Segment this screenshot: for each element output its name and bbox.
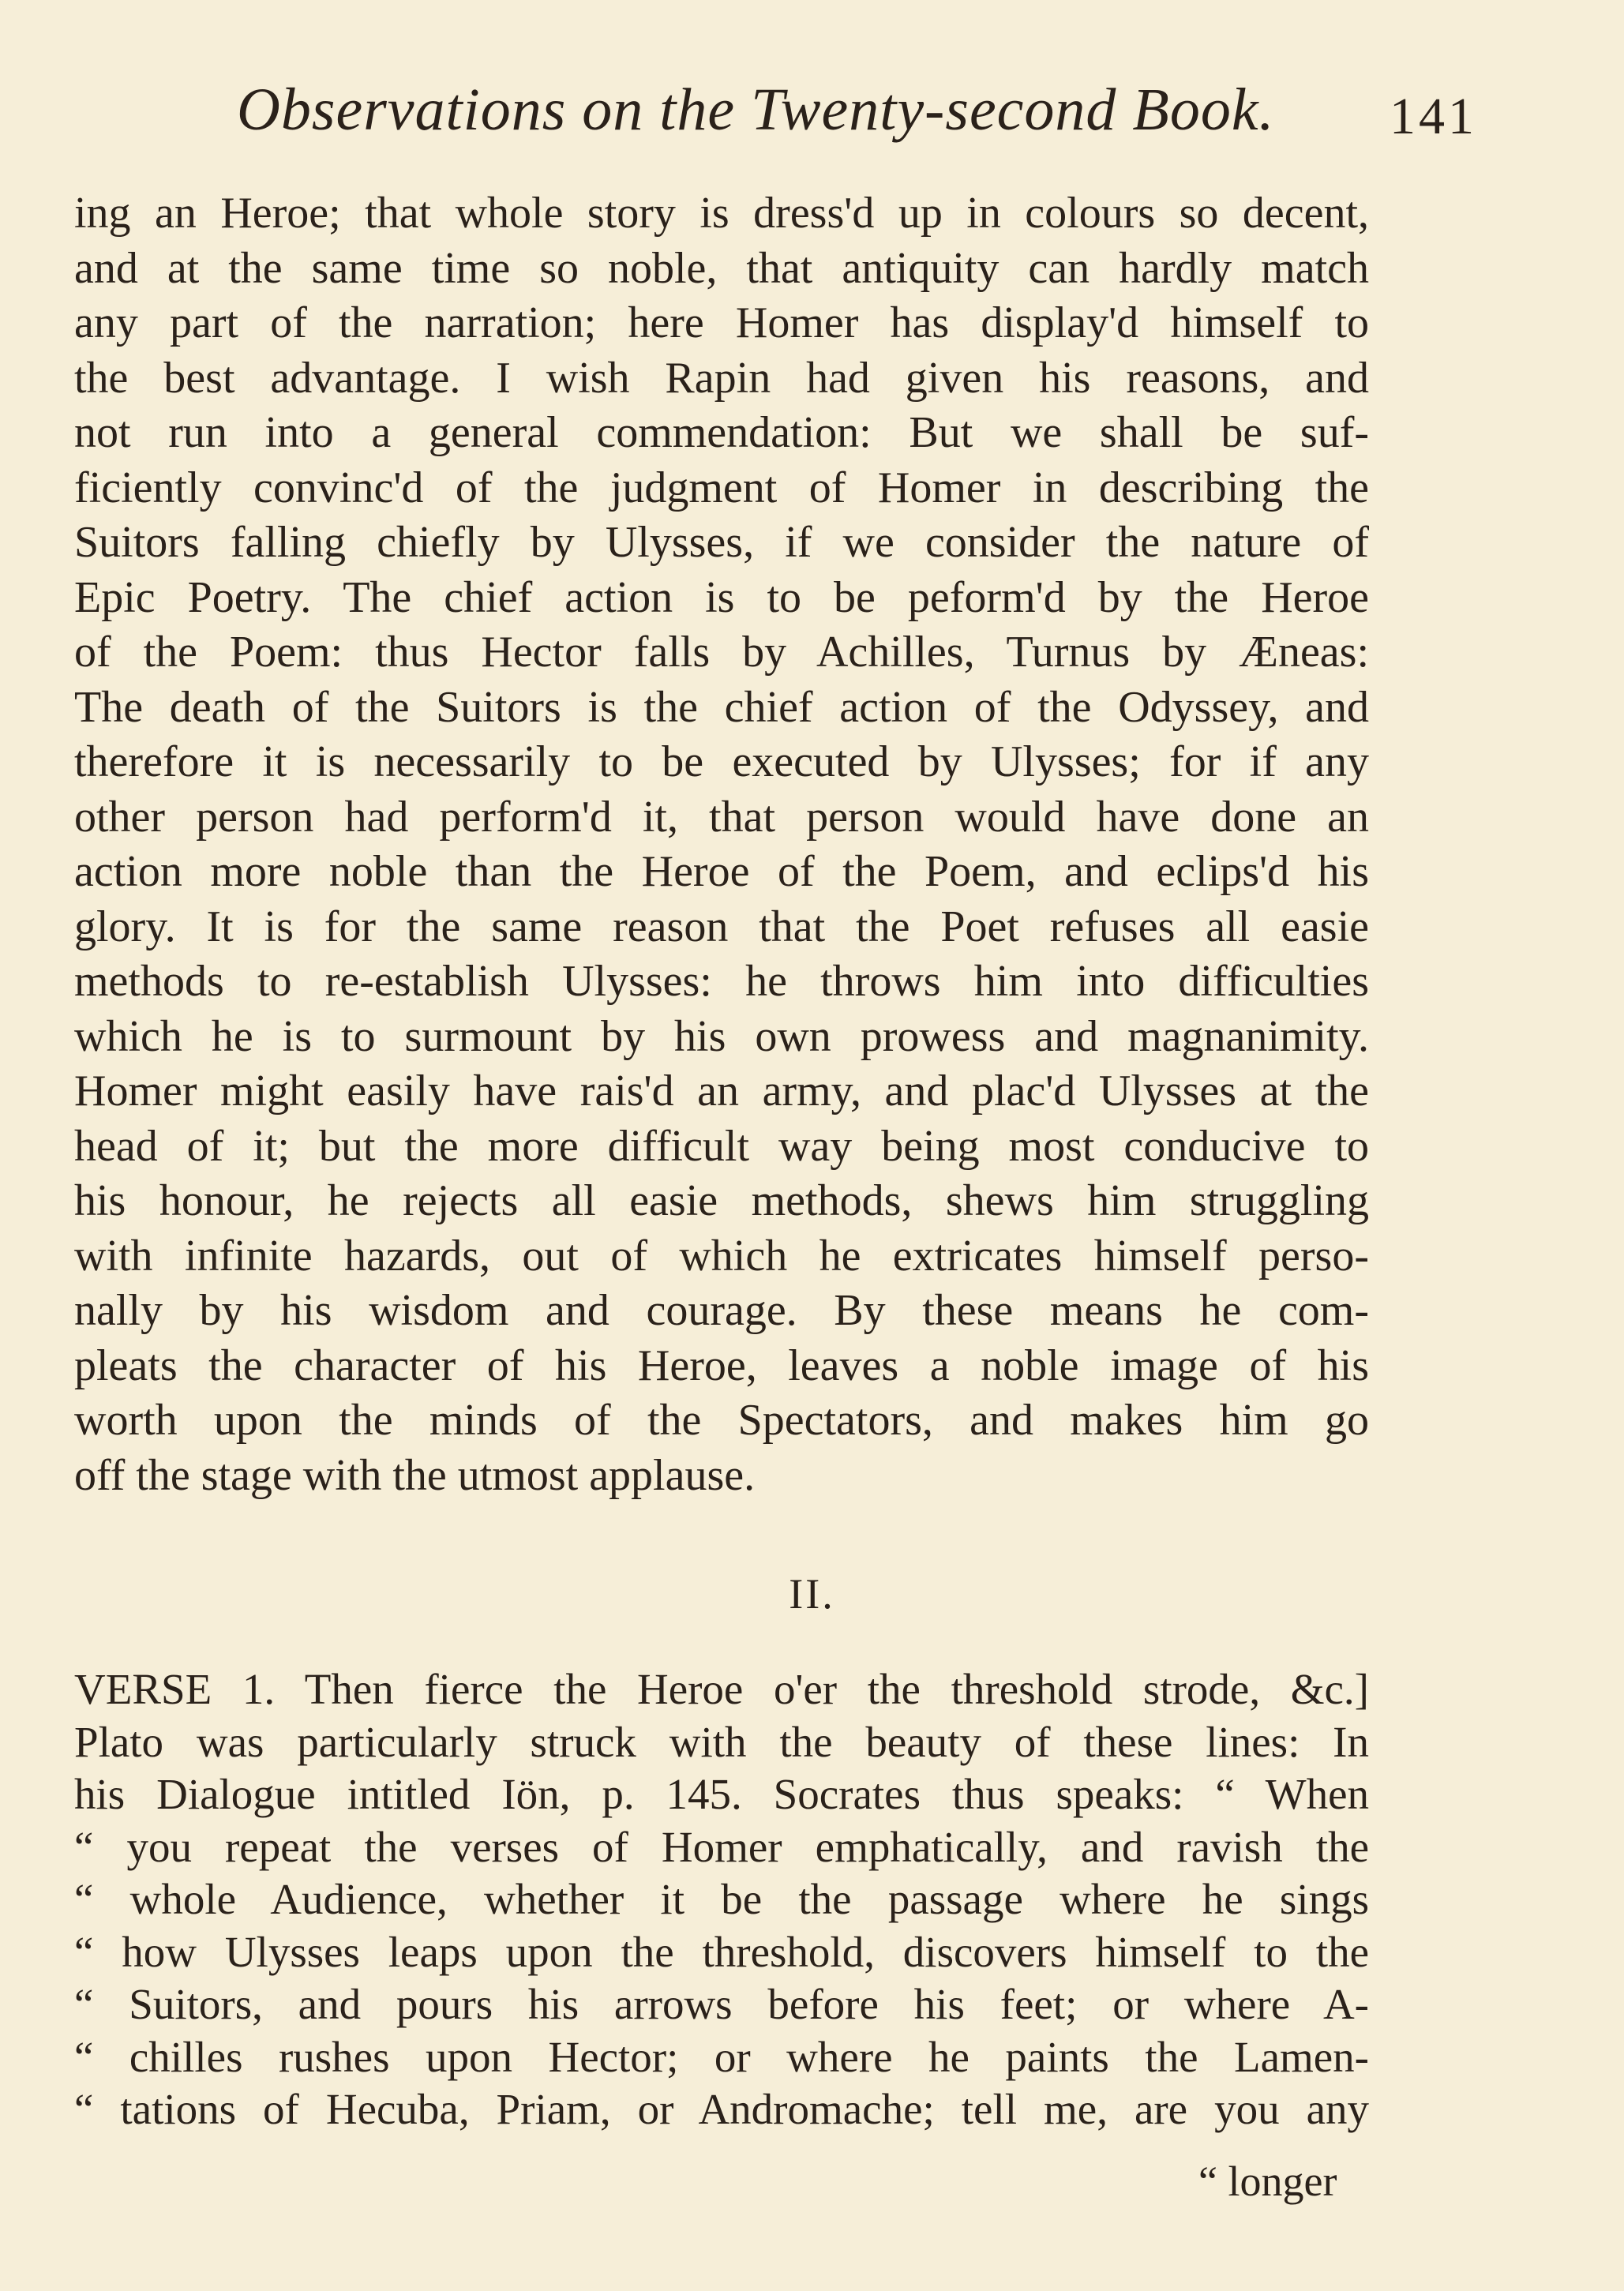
text-line: of the Poem: thus Hector falls by Achilles, Turnus by Æneas:	[74, 628, 1369, 677]
text-line: “ chilles rushes upon Hector; or where he paints the Lamen-	[74, 2032, 1369, 2081]
catchword: “ longer	[1198, 2158, 1337, 2205]
text-line: action more noble than the Heroe of the Poem, and eclips'd his	[74, 847, 1369, 896]
text-line: ficiently convinc'd of the judgment of Homer in describing the	[74, 463, 1369, 512]
text-line: his honour, he rejects all easie methods, shews him struggling	[74, 1176, 1369, 1225]
commentary-paragraph	[74, 186, 1369, 1503]
text-line: with infinite hazards, out of which he extricates himself perso-	[74, 1231, 1369, 1280]
text-line: off the stage with the utmost applause.	[74, 1450, 756, 1500]
text-line: the best advantage. I wish Rapin had given his reasons, and	[74, 353, 1369, 403]
text-line: “ tations of Hecuba, Priam, or Andromache; tell me, are you any	[74, 2085, 1369, 2133]
text-line: The death of the Suitors is the chief action of the Odyssey, and	[74, 682, 1369, 732]
text-line: Suitors falling chiefly by Ulysses, if we consider the nature of	[74, 518, 1369, 567]
running-head: Observations on the Twenty-second Book.	[237, 77, 1275, 143]
text-line: which he is to surmount by his own prowess and magnanimity.	[74, 1011, 1369, 1061]
text-line: other person had perform'd it, that person would have done an	[74, 792, 1369, 842]
text-line: and at the same time so noble, that antiquity can hardly match	[74, 243, 1369, 293]
page-number: 141	[1390, 88, 1477, 145]
text-line: head of it; but the more difficult way being most conducive to	[74, 1121, 1369, 1171]
text-line: “ Suitors, and pours his arrows before his feet; or where A-	[74, 1980, 1369, 2028]
text-line: therefore it is necessarily to be executed by Ulysses; for if any	[74, 737, 1369, 786]
text-line: “ whole Audience, whether it be the passage where he sings	[74, 1875, 1369, 1923]
text-line: nally by his wisdom and courage. By these means he com-	[74, 1286, 1369, 1335]
text-line: worth upon the minds of the Spectators, and makes him go	[74, 1396, 1369, 1445]
section-heading: II.	[789, 1570, 835, 1618]
text-line: any part of the narration; here Homer has display'd himself to	[74, 298, 1369, 347]
verse-note-paragraph	[74, 1663, 1369, 2136]
text-line: not run into a general commendation: But we shall be suf-	[74, 408, 1369, 457]
text-line: “ how Ulysses leaps upon the threshold, discovers himself to the	[74, 1927, 1369, 1976]
text-line: pleats the character of his Heroe, leaves a noble image of his	[74, 1340, 1369, 1390]
text-line: ing an Heroe; that whole story is dress'd up in colours so decent,	[74, 189, 1369, 238]
text-line: “ you repeat the verses of Homer emphatically, and ravish the	[74, 1822, 1369, 1871]
text-line: his Dialogue intitled Iön, p. 145. Socrates thus speaks: “ When	[74, 1770, 1369, 1818]
text-line: methods to re-establish Ulysses: he throws him into difficulties	[74, 957, 1369, 1006]
text-line: Homer might easily have rais'd an army, and plac'd Ulysses at the	[74, 1067, 1369, 1116]
text-line: VERSE 1. Then fierce the Heroe o'er the threshold strode, &c.]	[74, 1665, 1369, 1713]
text-line: Plato was particularly struck with the beauty of these lines: In	[74, 1717, 1369, 1766]
text-line: glory. It is for the same reason that the Poet refuses all easie	[74, 902, 1369, 951]
text-line: Epic Poetry. The chief action is to be peform'd by the Heroe	[74, 572, 1369, 622]
